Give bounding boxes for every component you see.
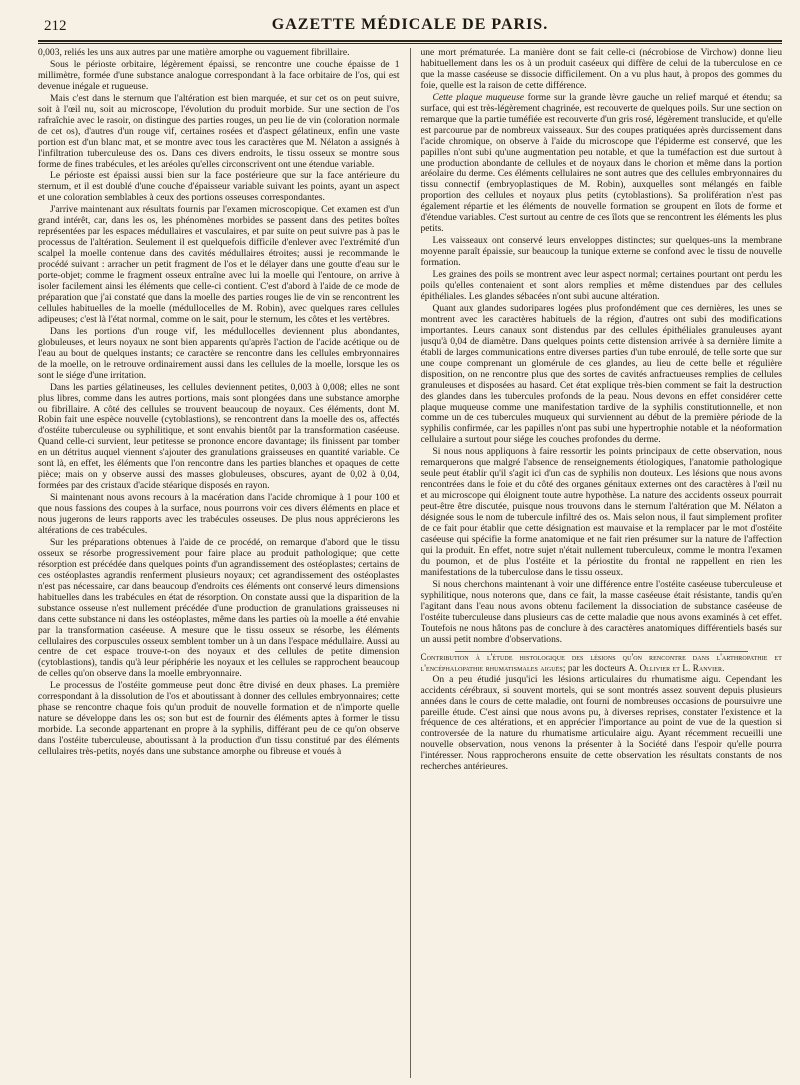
right-paragraph: Les graines des poils se montrent avec leur aspect normal; certaines pourtant ont perdu les poils qu'elles contenaient et sont alors remplies et même distendues par des cellules épithéliales. Les glandes sébacées n'ont subi aucune altération. xyxy=(420,269,782,302)
right-paragraph: Cette plaque muqueuse forme sur la grande lèvre gauche un relief marqué et étendu; sa surface, qui est très-légèrement chagrinée, est recouverte de quelques poils. Sur une section on remarque que la partie tuméfiée est recouverte d'un gris rosé, légèrement translucide, et qu'elle est parcourue par de nombreux vaisseaux. Sur des coupes pratiquées après durcissement dans l'acide chromique, on observe à l'aide du microscope que l'épiderme est conservé, que les papilles n'ont subi qu'une augmentation peu notable, et que la tuméfaction est due surtout à une production abondante de cellules et de noyaux dans le chorion et même dans la portion aréolaire du derme. Ces éléments cellulaires ne sont autres que des cellules embryonnaires du tissu connectif (embryoplastiques de M. Robin), auxquelles sont mélangés en faible proportion des cellules et noyaux plus petits (cytoblastions). Sa prolifération n'est pas également répartie et les éléments de nouvelle formation se groupent en îlots de forme et d'étendue variables. C'est surtout au centre de ces îlots que se rencontrent les éléments les plus petits. xyxy=(420,91,782,235)
article-authors: A. Ollivier et L. Ranvier. xyxy=(628,663,725,674)
left-paragraph: Dans les parties gélatineuses, les cellules deviennent petites, 0,003 à 0,008; elles ne sont plus libres, comme dans les autres portions, mais sont plongées dans une substance amorphe ou fibrillaire. A côté des cellules se trouvent beaucoup de noyaux. Ces éléments, dont M. Robin fait une espèce nouvelle (cytoblastions), se rencontrent dans la moelle des os, affectés d'ostéite tuberculeuse ou syphilitique, et sont envahis bientôt par la transformation caséeuse. Quand celle-ci survient, leur petitesse se prononce encore davantage; ils finissent par tomber en un détritus auquel viennent s'ajouter des granulations graisseuses en quantité variable. Ce sont là, en effet, les éléments que l'on rencontre dans les parties blanches et opaques de cette pièce; mais on y observe aussi des masses globuleuses, obscures, ayant de 0,02 à 0,04, formées par des cristaux d'acide stéarique disposés en rayon. xyxy=(38,381,400,492)
left-paragraph: Le processus de l'ostéite gommeuse peut donc être divisé en deux phases. La première correspondant à la dissolution de l'os et aboutissant à donner des cellules embryonnaires; cette phase se rencontre chaque fois qu'un produit de nouvelle formation et de n'importe quelle nature se développe dans les os; son but est de fournir des éléments aptes à former le tissu morbide. La seconde appartenant en propre à la syphilis, différant peu de ce qu'on observe dans l'ostéite tuberculeuse, aboutissant à la production d'un tissu constitué par des éléments cellulaires très-petits, noyés dans une substance amorphe ou fibreuse et voués à xyxy=(38,680,400,758)
right-paragraph: On a peu étudié jusqu'ici les lésions articulaires du rhumatisme aigu. Cependant les accidents cérébraux, si souvent mortels, qui se sont montrés assez souvent depuis plusieurs années dans le cours de cette maladie, ont fourni de nombreuses occasions de poursuivre une pareille étude. C'est ainsi que nous avons pu, à diverses reprises, constater l'existence et la fréquence de ces altérations, et en apprécier l'importance au point de vue de la question si controversée de la nature du rhumatisme articulaire aigu. Ayant récemment recueilli une nouvelle observation, nous venons la présenter à la Société dans l'espoir qu'elle pourra l'intéresser. Nous rapprocherons ensuite de cette observation les résultats constants de nos recherches antérieures. xyxy=(420,673,782,773)
right-paragraph: Les vaisseaux ont conservé leurs enveloppes distinctes; sur quelques-uns la membrane moyenne paraît épaissie, sur beaucoup la tunique externe se confond avec le tissu de nouvelle formation. xyxy=(420,235,782,269)
article-title-tail: ; par les docteurs xyxy=(562,663,626,674)
page-header xyxy=(38,14,782,36)
running-title: GAZETTE MÉDICALE DE PARIS. xyxy=(271,16,549,33)
left-paragraph: Le périoste est épaissi aussi bien sur la face postérieure que sur la face antérieure du sternum, et il est doublé d'une couche d'épaisseur variable suivant les points, ayant un aspect et une coloration semblables à ceux des portions osseuses correspondantes. xyxy=(38,170,400,204)
two-column-body xyxy=(38,48,782,1078)
page-number: 212 xyxy=(44,18,67,34)
right-paragraph: Quant aux glandes sudoripares logées plus profondément que ces dernières, les unes se montrent avec les caractères habituels de la région, d'autres ont subi des modifications importantes. Leurs canaux sont distendus par des cellules épithéliales granuleuses ayant jusqu'à 0,04 de diamètre. Dans quelques points cette distension arrivée à sa dernière limite a établi de larges communications entre diverses parties d'un tube enroulé, de telle sorte que sur une coupe comprenant un glomérule de ces glandes, au lieu de cette belle et régulière disposition, on ne rencontre plus que des sortes de cavités anfractueuses remplies de cellules granuleuses et disposées au hasard. Cet état explique très-bien comment se fait la destruction des glandes dans les tubercules profonds de la peau. Nous devons en effet considérer cette plaque muqueuse comme une manifestation tardive de la syphilis constitutionnelle, et non comme un de ces tubercules muqueux qui surviennent au début de la première période de la syphilis confirmée, car les papilles n'ont pas subi une hypertrophie notable et la néoformation cellulaire a surtout pour siége les couches profondes du derme. xyxy=(420,302,782,446)
right-paragraph: Si nous nous appliquons à faire ressortir les points principaux de cette observation, nous remarquerons que malgré l'absence de renseignements étiologiques, l'anatomie pathologique seule peut établir qu'il s'agit ici d'un cas de syphilis non douteux. Les lésions que nous avons rencontrées dans le foie et du côté des organes génitaux externes ont des caractères à l'œil nu et au microscope qui éloignent toute autre hypothèse. La nature des accidents osseux pourrait peut-être être discutée, puisque nous trouvons dans le sternum l'altération que M. Nélaton a désignée sous le nom de tubercule infiltré des os. Mais selon nous, il faut simplement profiter de ce fait pour établir que cette désignation est mauvaise et la remplacer par le mot d'ostéite caséeuse qui spécifie la forme anatomique et ne fait rien présumer sur la nature de l'affection qui la produit. En effet, notre sujet n'était nullement tuberculeux, comme le montra l'examen du poumon, et de plus l'ostéite et la périostite du frontal ne rappellent en rien les manifestations de la tuberculose dans le tissu osseux. xyxy=(420,446,782,578)
header-rule xyxy=(38,40,782,42)
left-paragraph: Sur les préparations obtenues à l'aide de ce procédé, on remarque d'abord que le tissu osseux se résorbe progressivement pour faire place au produit pathologique; que cette résorption est précédée dans quelques points d'un agrandissement des ostéoplastes; certains de ces ostéoplastes agrandis renferment plusieurs noyaux; cet agrandissement des ostéoplastes n'est pas nécessaire, car dans beaucoup d'endroits ces éléments ont conservé leurs dimensions habituelles dans les trabécules en état de résorption. On constate aussi que la disparition de la substance osseuse n'est nullement précédée d'une production de granulations graisseuses ni dans cette substance ni dans les ostéoplastes, même dans les parties où la moelle a été envahie par la transformation caséeuse. A mesure que le tissu osseux se résorbe, les éléments cellulaires des corpuscules osseux semblent tomber un à un dans l'espace médullaire. Aussi au centre de cet espace trouve-t-on des noyaux et des cellules de petite dimension (cytoblastions), tandis qu'à leur périphérie les noyaux et les cellules se rapprochent beaucoup de celles qu'on observe dans la moelle embryonnaire. xyxy=(38,536,400,680)
right-column xyxy=(421,48,783,1078)
right-paragraph: une mort prématurée. La manière dont se fait celle-ci (nécrobiose de Virchow) donne lieu habituellement dans les os à un produit caséeux qui diffère de celui de la tuberculose en ce que la masse caséeuse se dissocie difficilement. On a vu plus haut, à propos des gommes du foie, quelle est la raison de cette différence. xyxy=(420,48,782,91)
header-rule-thin xyxy=(38,43,782,44)
left-paragraph: Sous le périoste orbitaire, légèrement épaissi, se rencontre une couche épaisse de 1 millimètre, formée d'une substance analogue correspondant à la face orbitaire de l'os, qui est devenue inégale et rugueuse. xyxy=(38,58,400,92)
left-column xyxy=(38,48,400,1078)
left-paragraph: Dans les portions d'un rouge vif, les médullocelles deviennent plus abondantes, globuleuses, et leurs noyaux ne sont bien apparents qu'après l'action de l'acide acétique ou de l'eau au bout de quelques instants; ce caractère se rencontre dans les cellules embryonnaires de la moelle, on le retrouve ordinairement aussi dans les cellules de la moelle, lorsque les os sont le siége d'une irritation. xyxy=(38,325,400,381)
column-divider xyxy=(410,48,411,1078)
article-heading xyxy=(421,652,783,673)
left-paragraph: Si maintenant nous avons recours à la macération dans l'acide chromique à 1 pour 100 et que nous fassions des coupes à la surface, nous pourrons voir ces divers éléments en place et nous jugerons de leurs rapports avec les trabécules osseuses. De plus nous apprécierons les altérations de ces trabécules. xyxy=(38,492,400,536)
article-title: Contribution à l'étude histologique des lésions qu'on rencontre dans l'arthropathie et l'encéphalopathie rhumatismales aiguës xyxy=(420,652,782,674)
left-paragraph: J'arrive maintenant aux résultats fournis par l'examen microscopique. Cet examen est d'un grand intérêt, car, dans les os, les phénomènes morbides se passent dans des petites boîtes représentées par les espaces médullaires et vasculaires, et par suite on peut suivre pas à pas le processus de l'altération. Seulement il est quelquefois difficile d'enlever avec l'extrémité d'un scalpel la moelle contenue dans des cavités médullaires étroites; aussi je recommande le procédé suivant : arracher un petit fragment de l'os et le délayer dans une goutte d'eau sur le porte-objet; comme le fragment osseux entraîne avec lui la moelle qui l'entoure, on arrive à isoler facilement ainsi les éléments que celle-ci contient. C'est d'abord à l'aide de ce mode de préparation que j'ai constaté que dans la moelle des parties rouges lie de vin se rencontrent les cellules habituelles de la moelle (médullocelles de M. Robin), avec quelques rares cellules adipeuses; c'est là l'état normal, comme on le sait, pour le sternum, les côtes et les vertèbres. xyxy=(38,204,400,325)
right-paragraph: Si nous cherchons maintenant à voir une différence entre l'ostéite caséeuse tuberculeuse et syphilitique, nous noterons que, dans ce fait, la masse caséeuse était résistante, tandis qu'en l'agitant dans l'eau nous avons obtenu facilement la dissociation de substance caséeuse de l'ostéite tuberculeuse dans plusieurs cas de cette maladie que nous avons examinés à cet effet. Toutefois ne nous hâtons pas de conclure à des caractères anatomiques différentiels basés sur un aussi petit nombre d'observations. xyxy=(420,578,782,645)
left-paragraph: Mais c'est dans le sternum que l'altération est bien marquée, et sur cet os on peut suivre, soit à l'œil nu, soit au microscope, l'évolution du produit morbide. Sur une section de l'os rafraîchie avec le rasoir, on distingue des parties rouges, un peu lie de vin (coloration normale de cet os), d'autres d'un rouge vif, certaines rosées et d'aspect gélatineux, enfin une vaste portion est d'un blanc mat, et se montre avec tous les caractères que M. Nélaton a assignés à l'infiltration tuberculeuse des os. Dans ces divers endroits, le tissu osseux se montre sous forme de fines trabécules, et les aréoles qu'elles circonscrivent ont une étendue variable. xyxy=(38,92,400,170)
left-paragraph: 0,003, reliés les uns aux autres par une matière amorphe ou vaguement fibrillaire. xyxy=(38,48,350,58)
italic-lead: Cette plaque muqueuse xyxy=(432,91,525,103)
